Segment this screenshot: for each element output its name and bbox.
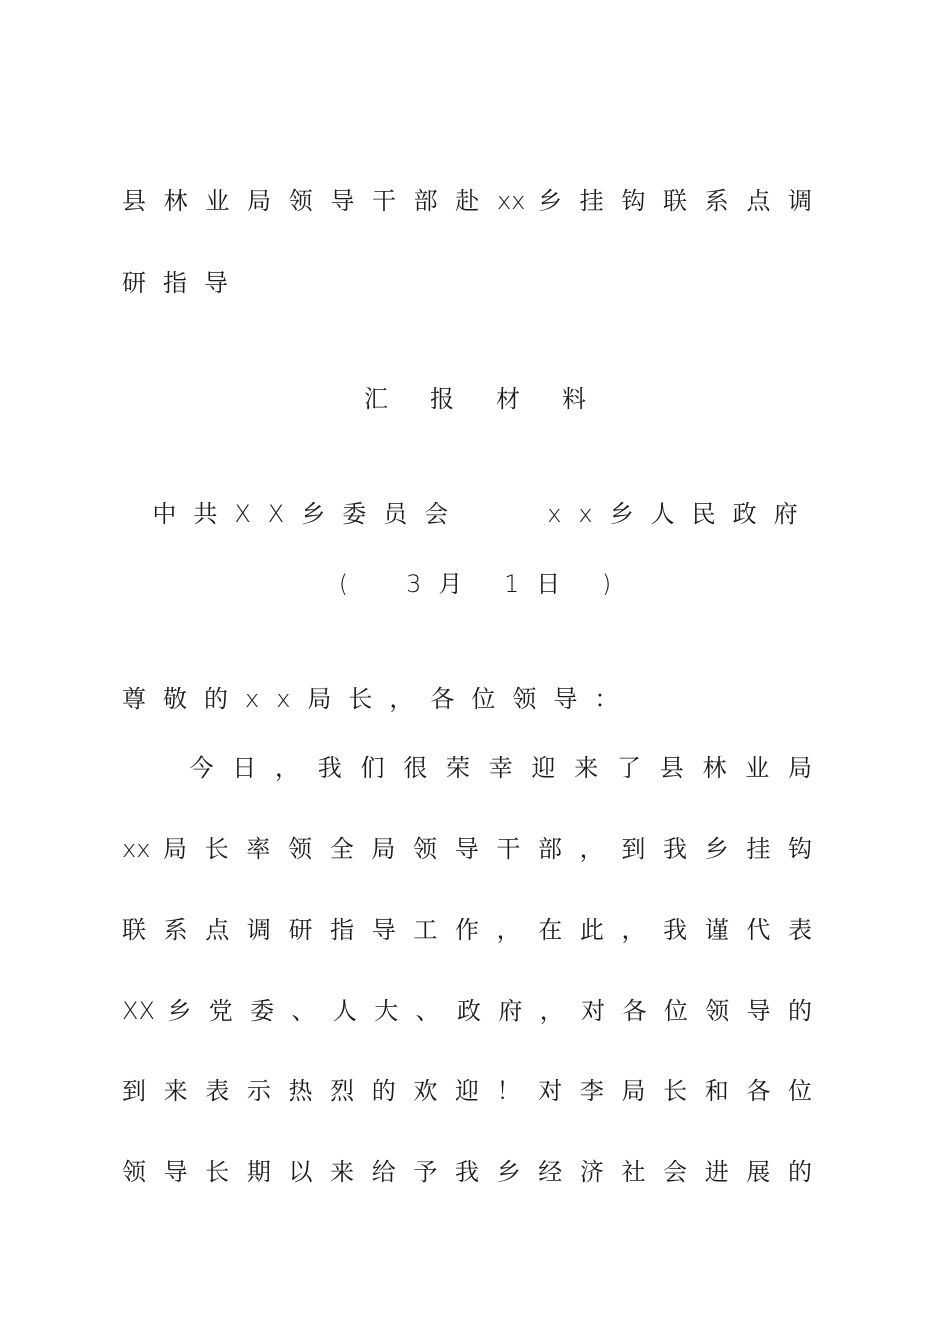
body-line: 联 系 点 调 研 指 导 工 作 ， 在 此 ， 我 谨 代 表: [122, 916, 812, 944]
body-line: xx 局 长 率 领 全 局 领 导 干 部 ， 到 我 乡 挂 钩: [122, 835, 812, 863]
title-line-2: 研指导: [122, 269, 245, 297]
report-subtitle: 汇报材料: [364, 385, 628, 413]
body-line: XX 乡 党 委 、 人 大 、 政 府 ， 对 各 位 领 导 的: [122, 997, 812, 1025]
report-date: ( 3月 1日 ): [338, 570, 629, 598]
body-line: 领 导 长 期 以 来 给 予 我 乡 经 济 社 会 进 展 的: [122, 1158, 812, 1186]
issuing-organizations: 中共XX乡委员会 xx乡人民政府: [152, 500, 815, 528]
body-line: 到 来 表 示 热 烈 的 欢 迎 ！ 对 李 局 长 和 各 位: [122, 1077, 812, 1105]
body-line: 今 日 ， 我 们 很 荣 幸 迎 来 了 县 林 业 局: [160, 754, 812, 782]
salutation: 尊敬的xx局长，各位领导：: [122, 685, 636, 713]
title-line-1: 县 林 业 局 领 导 干 部 赴 xx 乡 挂 钩 联 系 点 调: [122, 187, 812, 215]
